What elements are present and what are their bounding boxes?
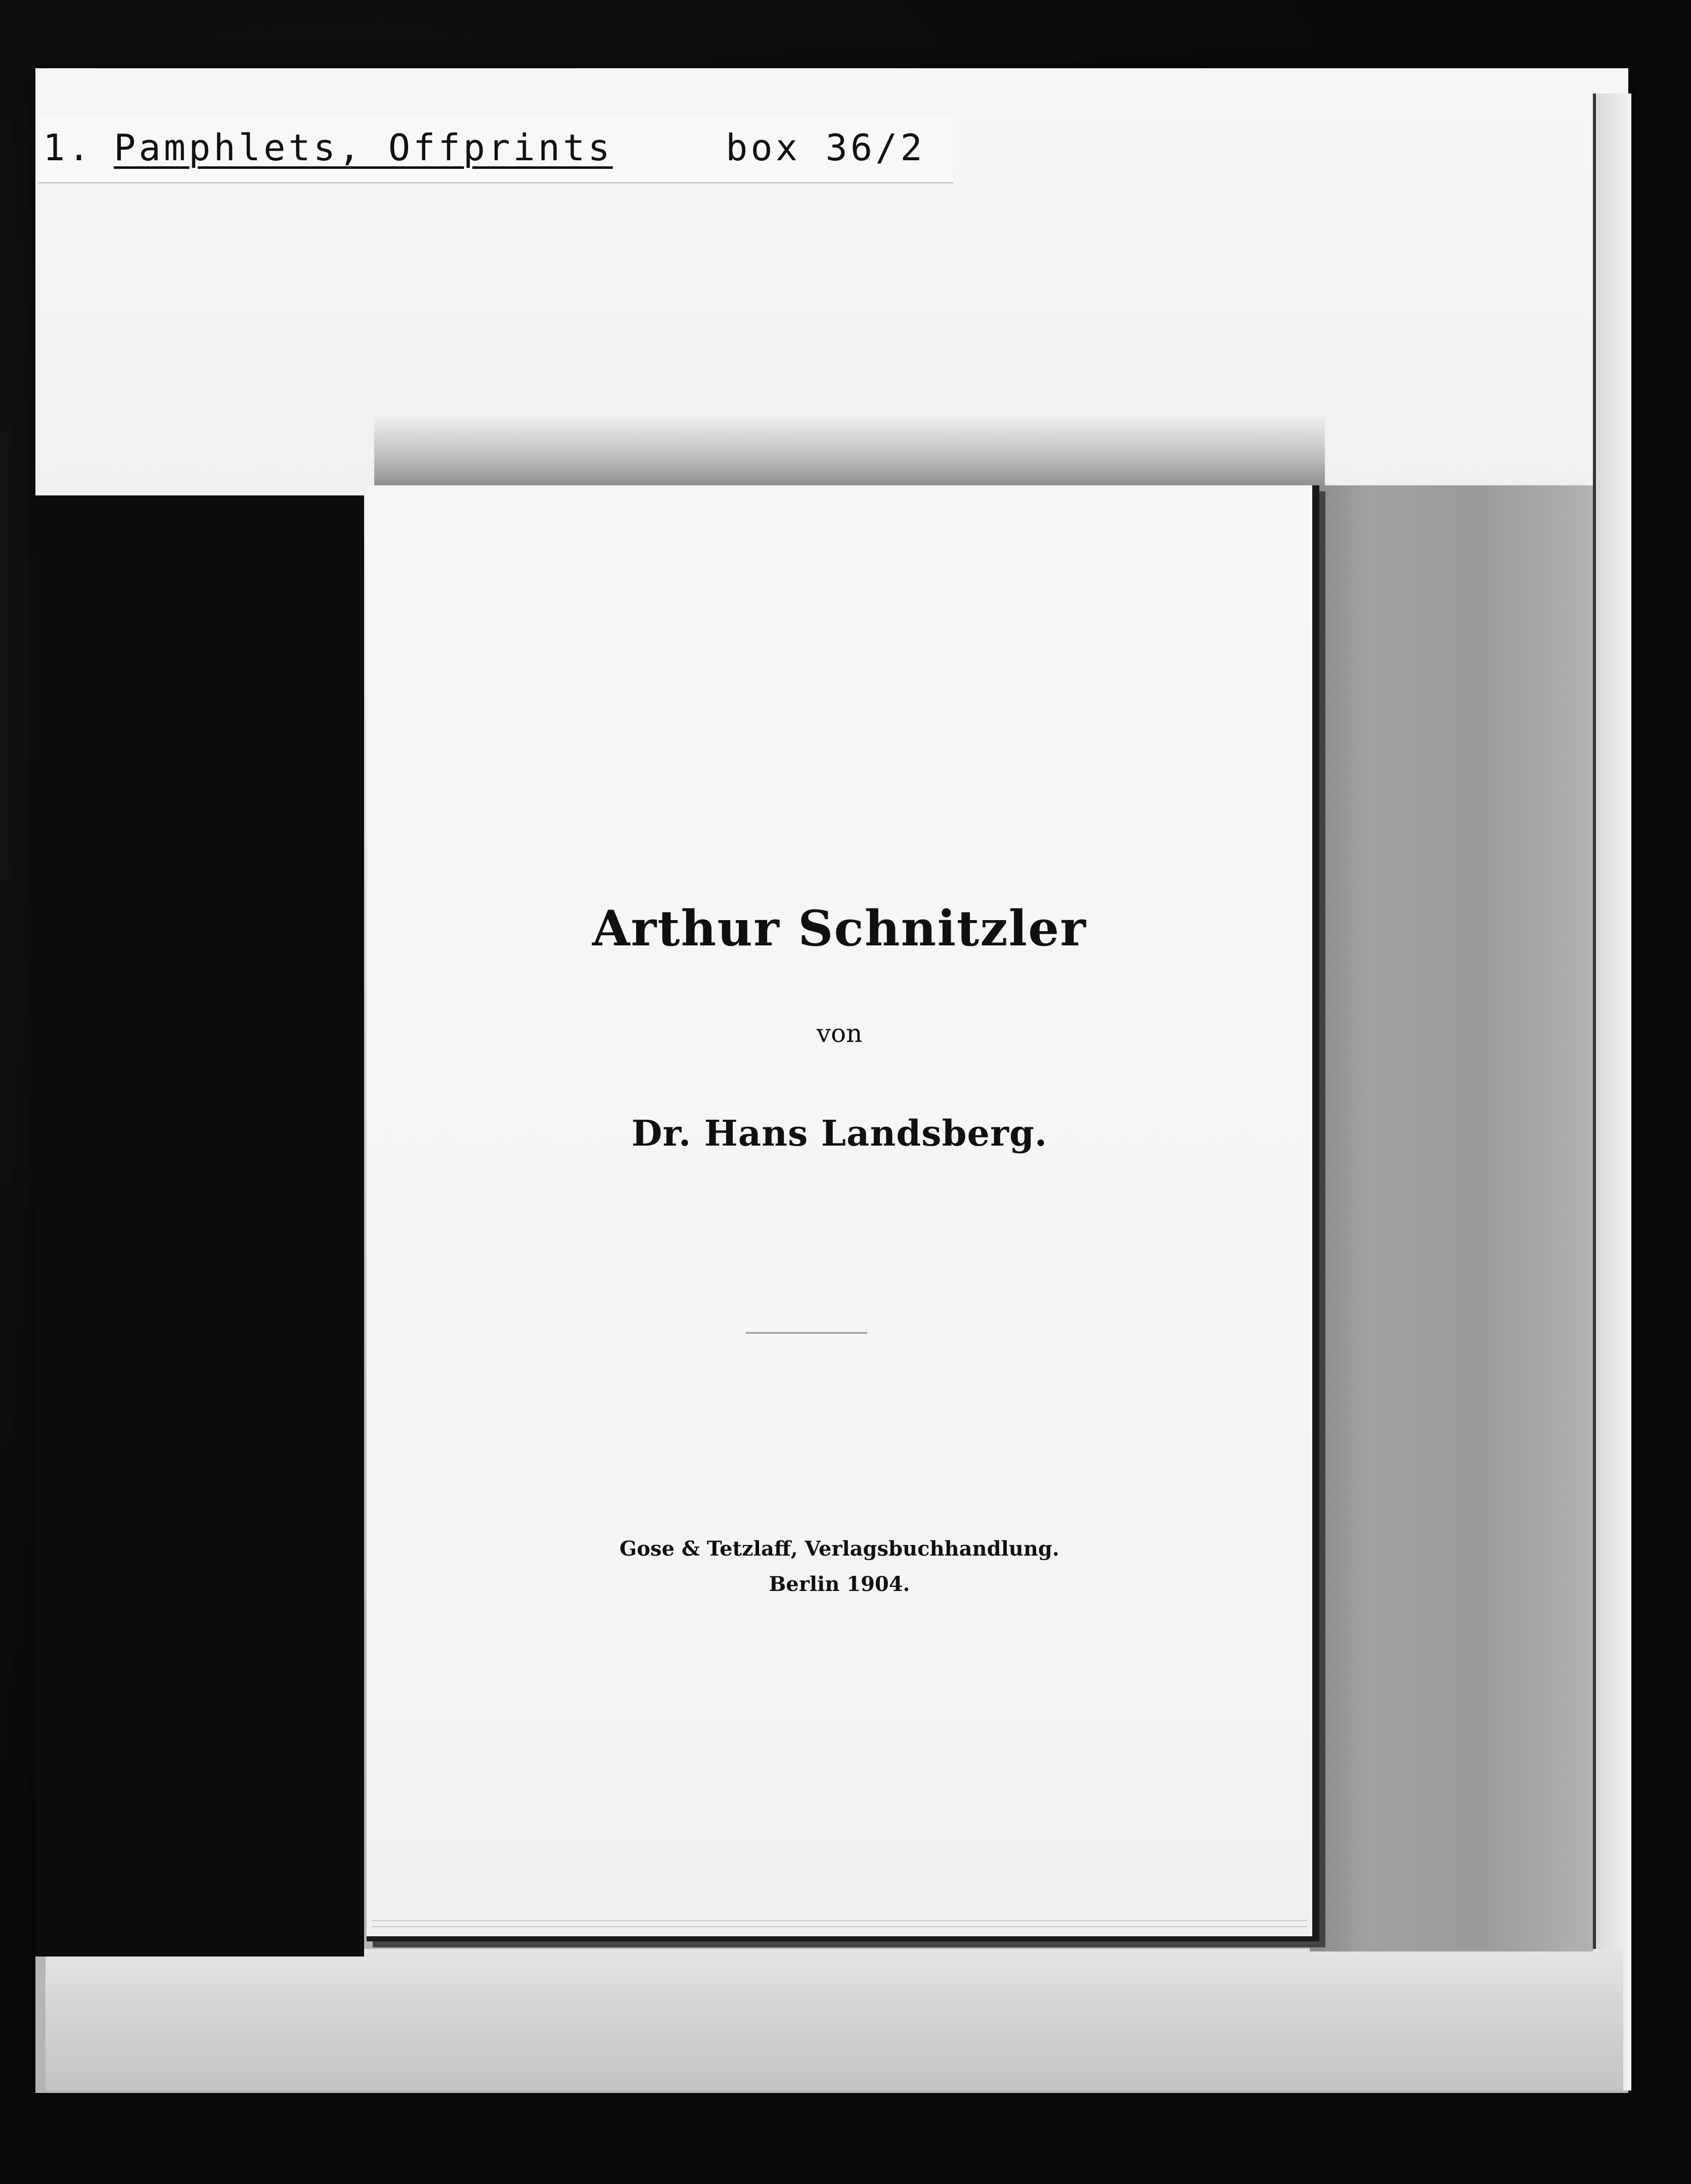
label-category: Pamphlets, Offprints: [114, 126, 613, 169]
label-box-number: box 36/2: [726, 126, 925, 169]
pamphlet-author: Dr. Hans Landsberg.: [631, 1112, 1048, 1154]
folder-edge: [1593, 94, 1631, 2090]
dark-gap: [35, 495, 364, 1956]
pamphlet-title: Arthur Schnitzler: [592, 900, 1087, 957]
folder-bottom-strip: [46, 1949, 1623, 2090]
pamphlet-publisher: Gose & Tetzlaff, Verlagsbuchhandlung.: [619, 1537, 1059, 1561]
archive-label: [38, 116, 953, 184]
pamphlet-place-year: Berlin 1904.: [769, 1572, 910, 1596]
pamphlet-shadow-right: [1310, 485, 1593, 1951]
pamphlet-by: von: [816, 1019, 863, 1048]
label-number: 1.: [43, 126, 93, 169]
page-edge-line: [372, 1926, 1307, 1927]
pamphlet-shadow-top: [374, 415, 1325, 485]
pamphlet-cover: [367, 485, 1319, 1941]
page-edge-line: [372, 1920, 1307, 1921]
divider-rule: [746, 1332, 867, 1334]
